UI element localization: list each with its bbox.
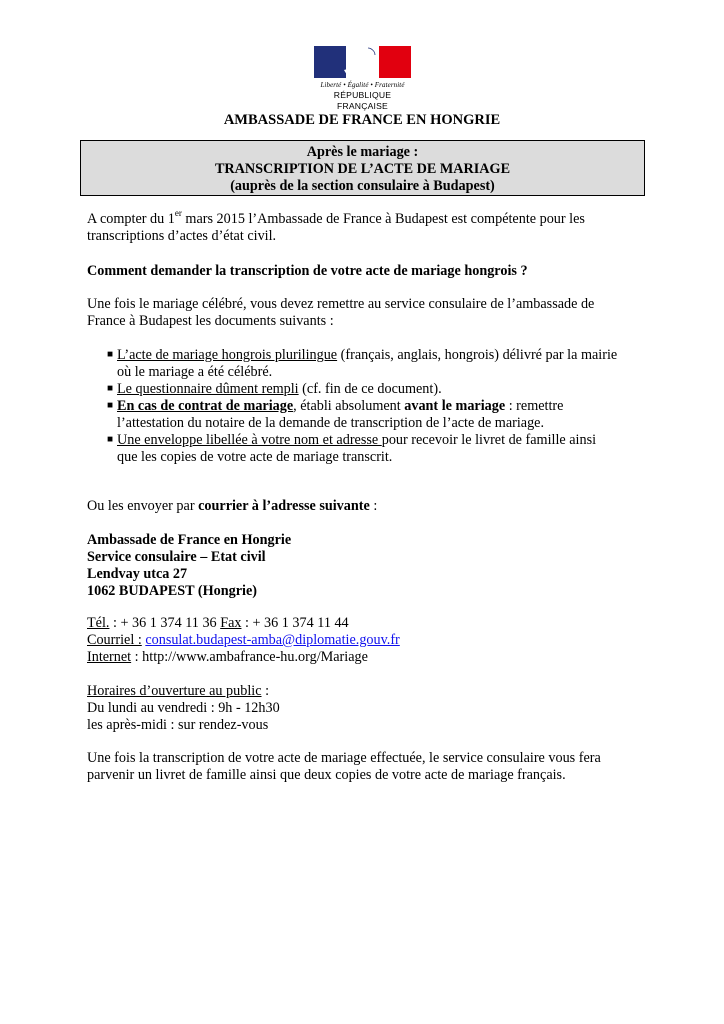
title-line-3: (auprès de la section consulaire à Budapest) bbox=[230, 178, 495, 194]
list-item: ■ Le questionnaire dûment rempli (cf. fin de ce document). bbox=[107, 381, 442, 397]
postal-address: Ambassade de France en Hongrie Service consulaire – Etat civil Lendvay utca 27 1062 BUDAPEST (Hongrie) bbox=[87, 532, 292, 599]
square-bullet-icon: ■ bbox=[107, 434, 114, 445]
instructions-paragraph: Une fois le mariage célébré, vous devez remettre au service consulaire de l’ambassade de France à Budapest les documents suivants : bbox=[87, 296, 595, 329]
republic-motto: Liberté • Égalité • Fraternité bbox=[320, 81, 405, 89]
marianne-flag-icon bbox=[314, 46, 411, 78]
internet-line: Internet : http://www.ambafrance-hu.org/Mariage bbox=[87, 649, 368, 665]
square-bullet-icon: ■ bbox=[107, 349, 114, 360]
list-item: ■ L’acte de mariage hongrois plurilingue (français, anglais, hongrois) délivré par la mairie où le mariage a été célébré. bbox=[107, 347, 618, 380]
contact-block bbox=[87, 615, 647, 666]
list-item: ■ Une enveloppe libellée à votre nom et adresse pour recevoir le livret de famille ainsi que les copies de votre acte de mariage transcrit. bbox=[107, 432, 597, 465]
square-bullet-icon: ■ bbox=[107, 383, 114, 394]
square-bullet-icon: ■ bbox=[107, 400, 114, 411]
documents-list bbox=[87, 347, 647, 466]
closing-paragraph: Une fois la transcription de votre acte de mariage effectuée, le service consulaire vous fera parvenir un livret de famille ainsi que deux copies de votre acte de mariage français. bbox=[87, 750, 601, 783]
question-heading: Comment demander la transcription de votre acte de mariage hongrois ? bbox=[87, 263, 528, 279]
email-link[interactable]: consulat.budapest-amba@diplomatie.gouv.fr bbox=[145, 632, 400, 648]
intro-paragraph: A compter du 1er mars 2015 l’Ambassade de France à Budapest est compétente pour les transcriptions d’actes d’état civil. bbox=[87, 208, 585, 244]
mail-paragraph: Ou les envoyer par courrier à l’adresse suivante : bbox=[87, 498, 378, 514]
republique-francaise-logo bbox=[314, 46, 411, 112]
phone-fax-line: Tél. : + 36 1 374 11 36 Fax : + 36 1 374 11 44 bbox=[87, 615, 349, 631]
title-box bbox=[80, 140, 645, 196]
title-line-1: Après le mariage : bbox=[306, 144, 419, 160]
opening-hours: Horaires d’ouverture au public : Du lundi au vendredi : 9h - 12h30 les après-midi : sur rendez-vous bbox=[87, 683, 280, 733]
title-line-2: TRANSCRIPTION DE L’ACTE DE MARIAGE bbox=[214, 161, 511, 177]
email-line: Courriel : consulat.budapest-amba@diplomatie.gouv.fr bbox=[87, 632, 400, 648]
list-item: ■ En cas de contrat de mariage, établi absolument avant le mariage : remettre l’attestation du notaire de la demande de transcription de l’acte de mariage. bbox=[107, 398, 564, 431]
republic-name: RÉPUBLIQUE FRANÇAISE bbox=[333, 90, 392, 111]
embassy-title: AMBASSADE DE FRANCE EN HONGRIE bbox=[223, 112, 501, 128]
